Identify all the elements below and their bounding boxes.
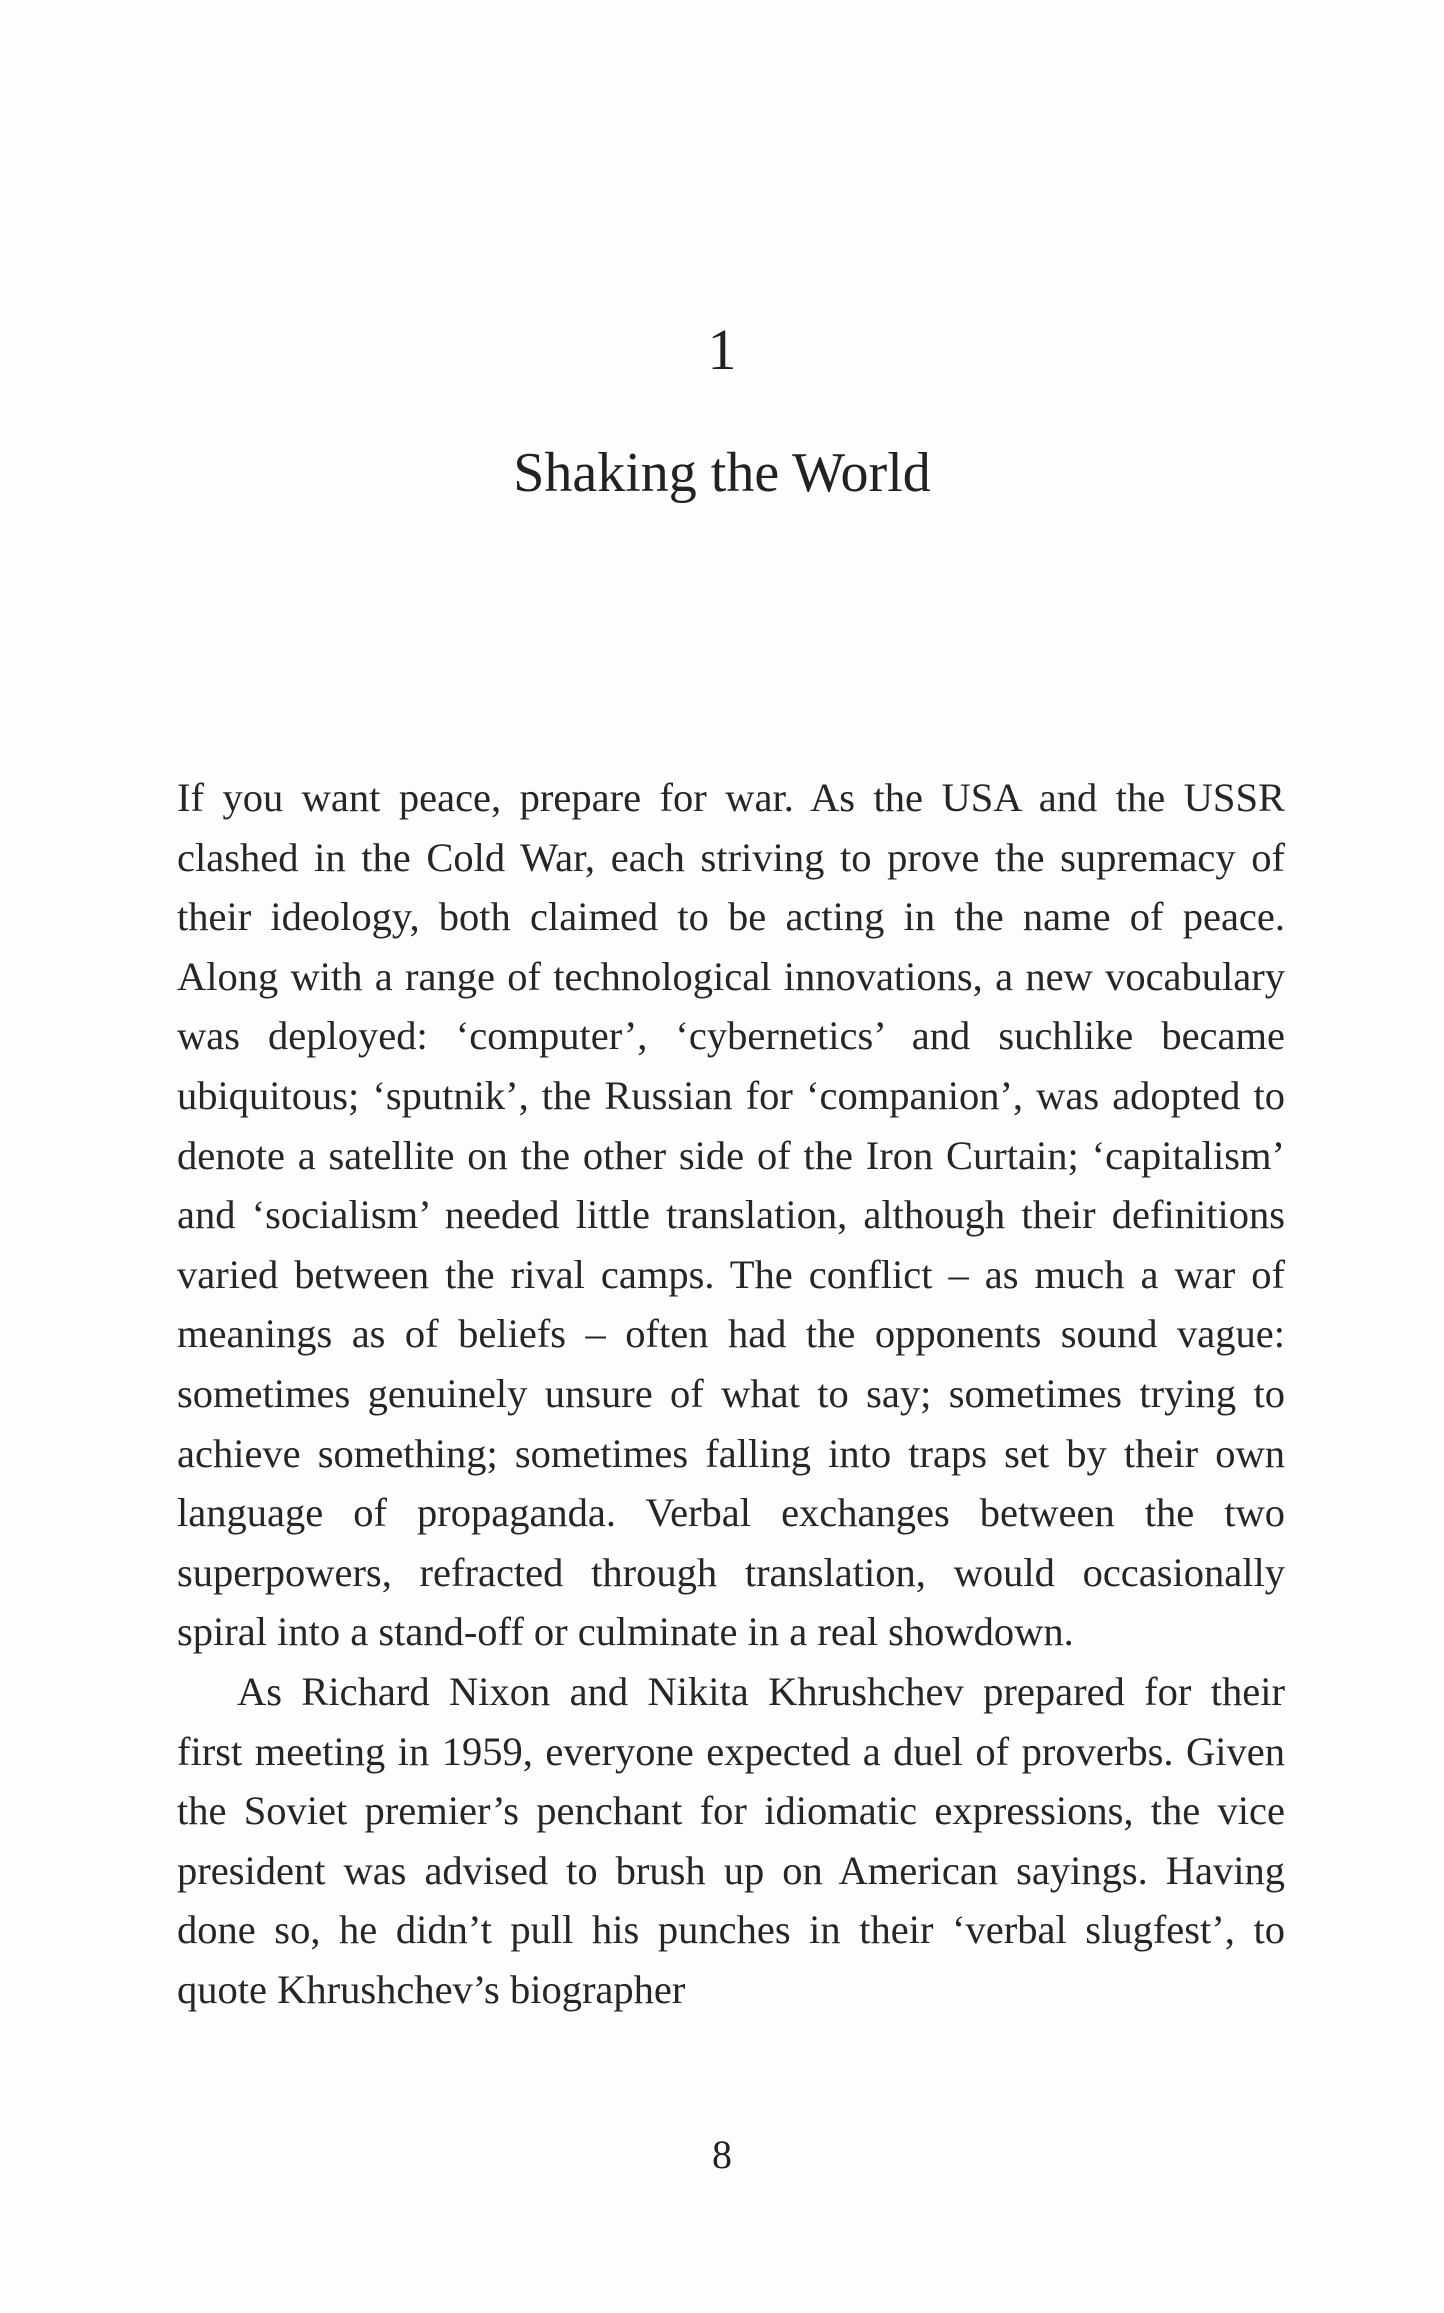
chapter-title: Shaking the World [513,442,931,504]
page-number: 8 [712,2132,732,2177]
body-text [177,768,1285,2019]
chapter-number: 1 [707,317,737,382]
paragraph-2: As Richard Nixon and Nikita Khrushchev prepared for their first meeting in 1959, everyone expected a duel of proverbs. Given the Soviet premier’s penchant for idiomatic expressions, the vice president was advised to brush up on American sayings. Having done so, he didn’t pull his punches in their ‘verbal slugfest’, to quote Khrushchev’s biographer [177,1668,1285,2012]
paragraph-1: If you want peace, prepare for war. As the USA and the USSR clashed in the Cold War, each striving to prove the supremacy of their ideology, both claimed to be acting in the name of peace. Along with a range of technological innovations, a new vocabulary was deployed: ‘computer’, ‘cybernetics’ and suchlike became ubiquitous; ‘sputnik’, the Russian for ‘companion’, was adopted to denote a satellite on the other side of the Iron Curtain; ‘capitalism’ and ‘socialism’ needed little translation, although their definitions varied between the rival camps. The conflict – as much a war of meanings as of beliefs – often had the opponents sound vague: sometimes genuinely unsure of what to say; sometimes trying to achieve something; sometimes falling into traps set by their own language of propaganda. Verbal exchanges between the two superpowers, refracted through translation, would occasionally spiral into a stand-off or culminate in a real showdown. [177,775,1285,1655]
